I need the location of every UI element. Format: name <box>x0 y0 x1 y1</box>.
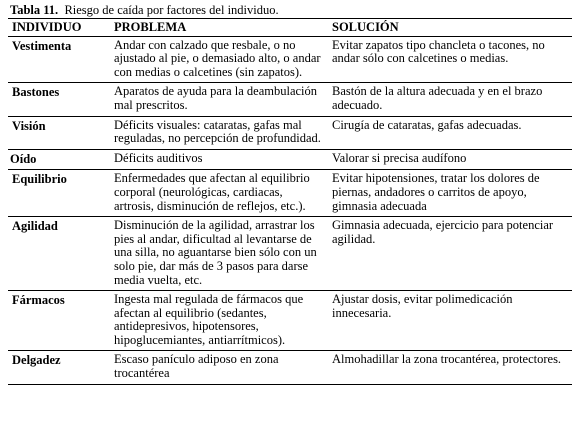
table-header-row <box>8 19 572 37</box>
header-problema: PROBLEMA <box>110 19 328 37</box>
row-factor: Vestimenta <box>8 36 110 83</box>
table-row <box>8 217 572 291</box>
row-problem: Escaso panículo adiposo en zona trocantérea <box>110 351 328 384</box>
table-row <box>8 351 572 384</box>
table-row <box>8 36 572 83</box>
row-solution: Evitar zapatos tipo chancleta o tacones, no andar sólo con calcetines o medias. <box>328 36 572 83</box>
header-solucion: SOLUCIÓN <box>328 19 572 37</box>
table-row <box>8 83 572 116</box>
row-problem: Disminución de la agilidad, arrastrar los pies al andar, dificultad al levantarse de una silla, no aguantarse bien sólo con un solo pie, dar más de 3 pasos para darse media vuelta, etc. <box>110 217 328 291</box>
row-solution: Valorar si precisa audífono <box>328 149 572 170</box>
table-row <box>8 149 572 170</box>
table-row <box>8 170 572 217</box>
row-solution: Cirugía de cataratas, gafas adecuadas. <box>328 116 572 149</box>
row-factor: Agilidad <box>8 217 110 291</box>
row-problem: Déficits visuales: cataratas, gafas mal reguladas, no percepción de profundidad. <box>110 116 328 149</box>
row-solution: Evitar hipotensiones, tratar los dolores de piernas, andadores o carritos de apoyo, gimnasia adecuada <box>328 170 572 217</box>
row-solution: Almohadillar la zona trocantérea, protectores. <box>328 351 572 384</box>
row-factor: Bastones <box>8 83 110 116</box>
row-factor: Oído <box>8 149 110 170</box>
row-factor: Delgadez <box>8 351 110 384</box>
row-solution: Ajustar dosis, evitar polimedicación innecesaria. <box>328 291 572 351</box>
row-problem: Andar con calzado que resbale, o no ajustado al pie, o demasiado alto, o andar con medias o calcetines (sin zapatos). <box>110 36 328 83</box>
table-caption <box>10 3 279 17</box>
table-row <box>8 291 572 351</box>
row-problem: Aparatos de ayuda para la deambulación mal prescritos. <box>110 83 328 116</box>
table-caption-text: Riesgo de caída por factores del individuo. <box>64 3 279 17</box>
row-factor: Equilibrio <box>8 170 110 217</box>
row-problem: Ingesta mal regulada de fármacos que afectan al equilibrio (sedantes, antidepresivos, hipotensores, hipoglucemiantes, antiarrítmicos). <box>110 291 328 351</box>
row-factor: Fármacos <box>8 291 110 351</box>
row-problem: Déficits auditivos <box>110 149 328 170</box>
table-caption-label: Tabla 11. <box>10 3 59 17</box>
fall-risk-table <box>8 18 572 385</box>
table-row <box>8 116 572 149</box>
row-solution: Gimnasia adecuada, ejercicio para potenciar agilidad. <box>328 217 572 291</box>
row-problem: Enfermedades que afectan al equilibrio corporal (neurológicas, cardiacas, artrosis, disminución de reflejos, etc.). <box>110 170 328 217</box>
row-solution: Bastón de la altura adecuada y en el brazo adecuado. <box>328 83 572 116</box>
row-factor: Visión <box>8 116 110 149</box>
header-individuo: INDIVIDUO <box>8 19 110 37</box>
